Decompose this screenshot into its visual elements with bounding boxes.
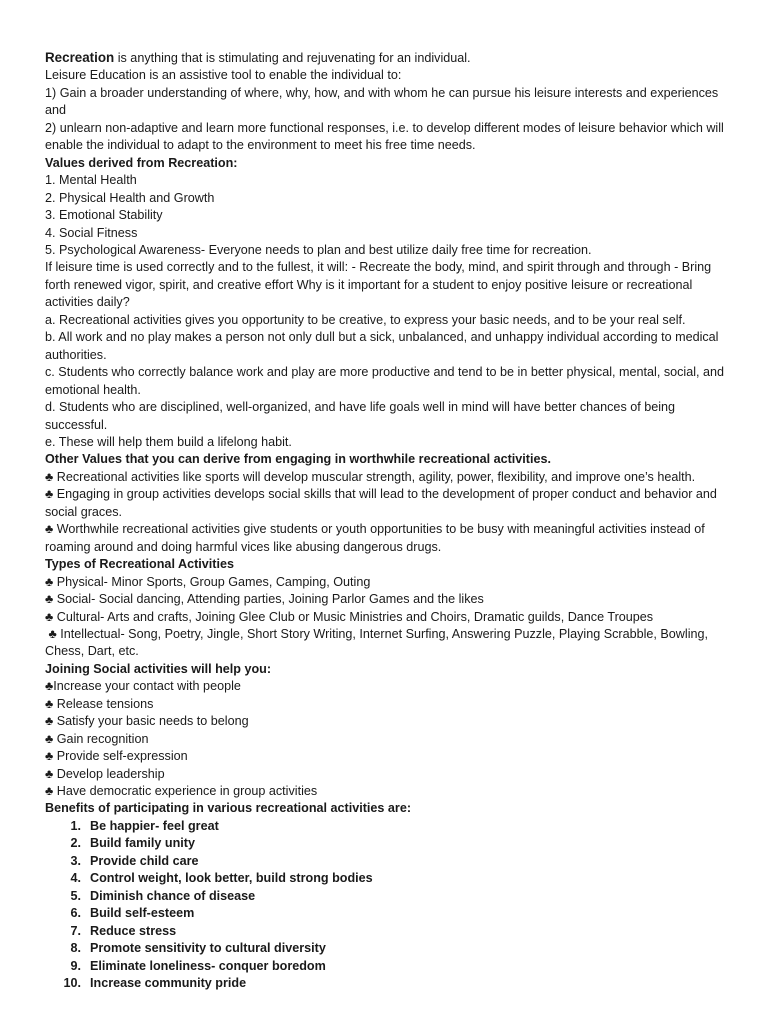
- other-values-item: ♣ Engaging in group activities develops social skills that will lead to the development of proper conduct and behavior and social graces.: [45, 487, 717, 519]
- types-item: ♣ Cultural- Arts and crafts, Joining Glee Club or Music Ministries and Choirs, Dramatic guilds, Dance Troupes: [45, 609, 654, 624]
- social-item: ♣Increase your contact with people: [45, 679, 241, 694]
- list-item: 6. Build self-esteem: [70, 906, 195, 921]
- recreation-term: Recreation: [45, 50, 115, 65]
- social-item: ♣ Satisfy your basic needs to belong: [45, 714, 249, 729]
- benefits-list: [45, 818, 725, 993]
- list-item: 9. Eliminate loneliness- conquer boredom: [70, 958, 326, 973]
- document-page: [45, 49, 725, 992]
- list-item: 5. Diminish chance of disease: [70, 888, 256, 903]
- club-bullet-icon: ♣: [45, 574, 54, 589]
- social-heading: Joining Social activities will help you:: [45, 661, 272, 676]
- club-bullet-icon: ♣: [45, 609, 54, 624]
- types-item: ♣ Social- Social dancing, Attending parties, Joining Parlor Games and the likes: [45, 592, 484, 607]
- club-bullet-icon: ♣: [45, 784, 54, 799]
- other-values-item: ♣ Recreational activities like sports will develop muscular strength, agility, power, flexibility, and improve one’s health.: [45, 469, 696, 484]
- values-item: 1. Mental Health: [45, 173, 137, 188]
- values-item: 3. Emotional Stability: [45, 208, 163, 223]
- club-bullet-icon: ♣: [45, 714, 54, 729]
- social-item: ♣ Develop leadership: [45, 766, 165, 781]
- club-bullet-icon: ♣: [45, 469, 54, 484]
- club-bullet-icon: ♣: [45, 522, 54, 537]
- benefits-heading: Benefits of participating in various recreational activities are:: [45, 801, 412, 816]
- reason-item: e. These will help them build a lifelong habit.: [45, 434, 292, 449]
- club-bullet-icon: ♣: [45, 487, 54, 502]
- leisure-paragraph: If leisure time is used correctly and to the fullest, it will: - Recreate the body, mind, and spirit through and through - Bring forth renewed vigor, spirit, and creative effort Why is it important for a student to enjoy positive leisure or recreational activities daily?: [45, 260, 712, 310]
- social-item: ♣ Gain recognition: [45, 731, 149, 746]
- club-bullet-icon: ♣: [45, 766, 54, 781]
- club-bullet-icon: ♣: [45, 731, 54, 746]
- reason-item: b. All work and no play makes a person not only dull but a sick, unbalanced, and unhappy individual according to medical authorities.: [45, 330, 719, 362]
- reason-item: c. Students who correctly balance work and play are more productive and tend to be in better physical, mental, social, and emotional health.: [45, 365, 725, 397]
- club-bullet-icon: ♣: [48, 626, 57, 641]
- club-bullet-icon: ♣: [45, 679, 54, 694]
- types-heading: Types of Recreational Activities: [45, 557, 234, 572]
- club-bullet-icon: ♣: [45, 592, 54, 607]
- reason-item: d. Students who are disciplined, well-organized, and have life goals well in mind will have better chances of being successful.: [45, 400, 676, 432]
- leisure-point-1: 1) Gain a broader understanding of where, why, how, and with whom he can pursue his leisure interests and experiences and: [45, 85, 719, 118]
- values-item: 4. Social Fitness: [45, 225, 138, 240]
- values-item: 5. Psychological Awareness- Everyone needs to plan and best utilize daily free time for recreation.: [45, 242, 592, 257]
- list-item: 7. Reduce stress: [70, 923, 177, 938]
- club-bullet-icon: ♣: [45, 696, 54, 711]
- list-item: 8. Promote sensitivity to cultural diversity: [70, 941, 326, 956]
- social-item: ♣ Release tensions: [45, 696, 154, 711]
- types-item: ♣ Physical- Minor Sports, Group Games, Camping, Outing: [45, 574, 371, 589]
- reason-item: a. Recreational activities gives you opportunity to be creative, to express your basic needs, and to be your real self.: [45, 312, 686, 327]
- types-item: ♣ Intellectual- Song, Poetry, Jingle, Short Story Writing, Internet Surfing, Answering Puzzle, Playing Scrabble, Bowling, Chess, Dart, etc.: [45, 626, 708, 659]
- recreation-definition: Recreation is anything that is stimulating and rejuvenating for an individual.: [45, 50, 471, 65]
- list-item: 4. Control weight, look better, build strong bodies: [70, 871, 373, 886]
- list-item: 2. Build family unity: [70, 836, 195, 851]
- other-values-item: ♣ Worthwhile recreational activities give students or youth opportunities to be busy with meaningful activities instead of roaming around and doing harmful vices like abusing dangerous drugs.: [45, 522, 705, 554]
- club-bullet-icon: ♣: [45, 749, 54, 764]
- social-item: ♣ Have democratic experience in group activities: [45, 784, 318, 799]
- social-item: ♣ Provide self-expression: [45, 749, 188, 764]
- leisure-education-line: Leisure Education is an assistive tool to enable the individual to:: [45, 68, 402, 83]
- leisure-point-2: 2) unlearn non-adaptive and learn more functional responses, i.e. to develop different modes of leisure behavior which will enable the individual to adapt to the environment to meet his free time needs.: [45, 120, 724, 153]
- other-values-heading: Other Values that you can derive from engaging in worthwhile recreational activities.: [45, 452, 551, 467]
- list-item: 3. Provide child care: [70, 853, 199, 868]
- values-item: 2. Physical Health and Growth: [45, 190, 215, 205]
- list-item: 10. Increase community pride: [63, 976, 247, 991]
- values-heading: Values derived from Recreation:: [45, 155, 238, 170]
- list-item: 1. Be happier- feel great: [70, 818, 219, 833]
